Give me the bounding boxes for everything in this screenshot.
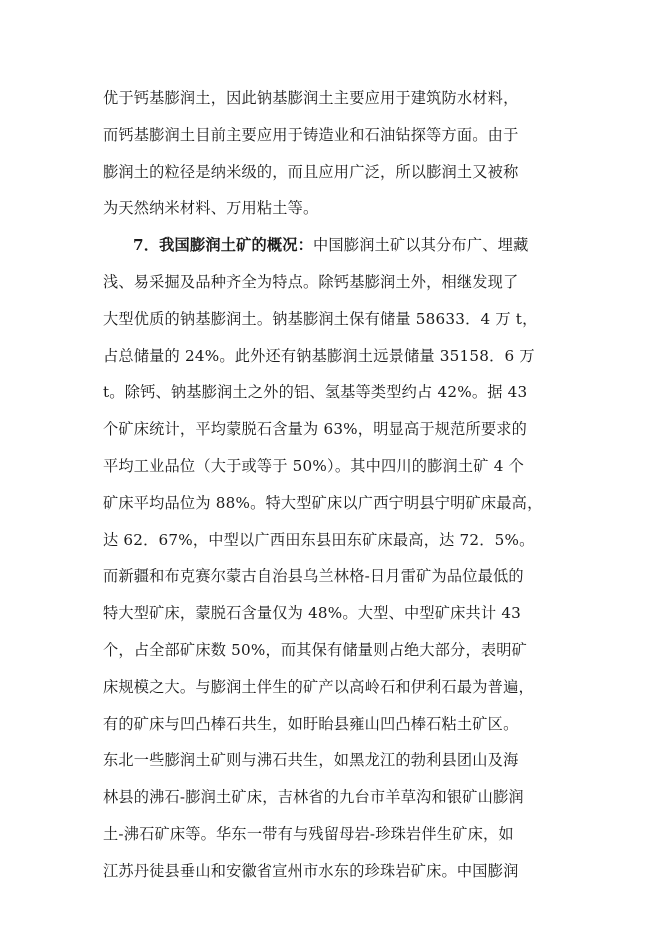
- body-text: [103, 80, 553, 890]
- paragraph-line: 为天然纳米材料、万用粘土等。: [103, 199, 319, 218]
- paragraph-line: 优于钙基膨润土，因此钠基膨润土主要应用于建筑防水材料，: [103, 89, 519, 107]
- paragraph-line: 平均工业品位（大于或等于 50%）。其中四川的膨润土矿 4 个: [103, 456, 525, 475]
- paragraph-text: 中国膨润土矿以其分布广、埋藏: [313, 236, 529, 255]
- paragraph-line: 而钙基膨润土目前主要应用于铸造业和石油钻探等方面。由于: [103, 125, 519, 144]
- paragraph-line: 江苏丹徒县垂山和安徽省宣州市水东的珍珠岩矿床。中国膨润: [103, 861, 519, 880]
- paragraph-line: t。除钙、钠基膨润土之外的铝、氢基等类型约占 42%。据 43: [103, 383, 528, 402]
- paragraph-line: 大型优质的钠基膨润土。钠基膨润土保有储量 58633．4 万 t，: [103, 309, 538, 328]
- paragraph-line: 林县的沸石-膨润土矿床，吉林省的九台市羊草沟和银矿山膨润: [103, 788, 524, 807]
- paragraph-line: 占总储量的 24%。此外还有钠基膨润土远景储量 35158．6 万: [103, 346, 535, 365]
- paragraph-line: 膨润土的粒径是纳米级的，而且应用广泛，所以膨润土又被称: [103, 162, 519, 181]
- paragraph-line: 达 62．67%，中型以广西田东县田东矿床最高，达 72．5%。: [103, 530, 535, 549]
- paragraph-line: 土-沸石矿床等。华东一带有与残留母岩-珍珠岩伴生矿床，如: [103, 824, 514, 843]
- paragraph-line: 而新疆和布克赛尔蒙古自治县乌兰林格-日月雷矿为品位最低的: [103, 567, 524, 586]
- paragraph-line: 个矿床统计，平均蒙脱石含量为 63%，明显高于规范所要求的: [103, 420, 528, 439]
- section-heading-line: [103, 227, 553, 264]
- paragraph-line: 矿床平均品位为 88%。特大型矿床以广西宁明县宁明矿床最高，: [103, 493, 543, 512]
- paragraph-line: 有的矿床与凹凸棒石共生，如盱眙县雍山凹凸棒石粘土矿区。: [103, 714, 519, 733]
- paragraph-line: 个，占全部矿床数 50%，而其保有储量则占绝大部分，表明矿: [103, 640, 528, 659]
- paragraph-line: 东北一些膨润土矿则与沸石共生，如黑龙江的勃利县团山及海: [103, 751, 519, 770]
- paragraph-line: 床规模之大。与膨润土伴生的矿产以高岭石和伊利石最为普遍，: [103, 677, 534, 696]
- paragraph-line: 浅、易采掘及品种齐全为特点。除钙基膨润土外，相继发现了: [103, 272, 519, 291]
- paragraph-line: 特大型矿床，蒙脱石含量仅为 48%。大型、中型矿床共计 43: [103, 604, 522, 623]
- section-heading: 7．我国膨润土矿的概况：: [133, 236, 314, 255]
